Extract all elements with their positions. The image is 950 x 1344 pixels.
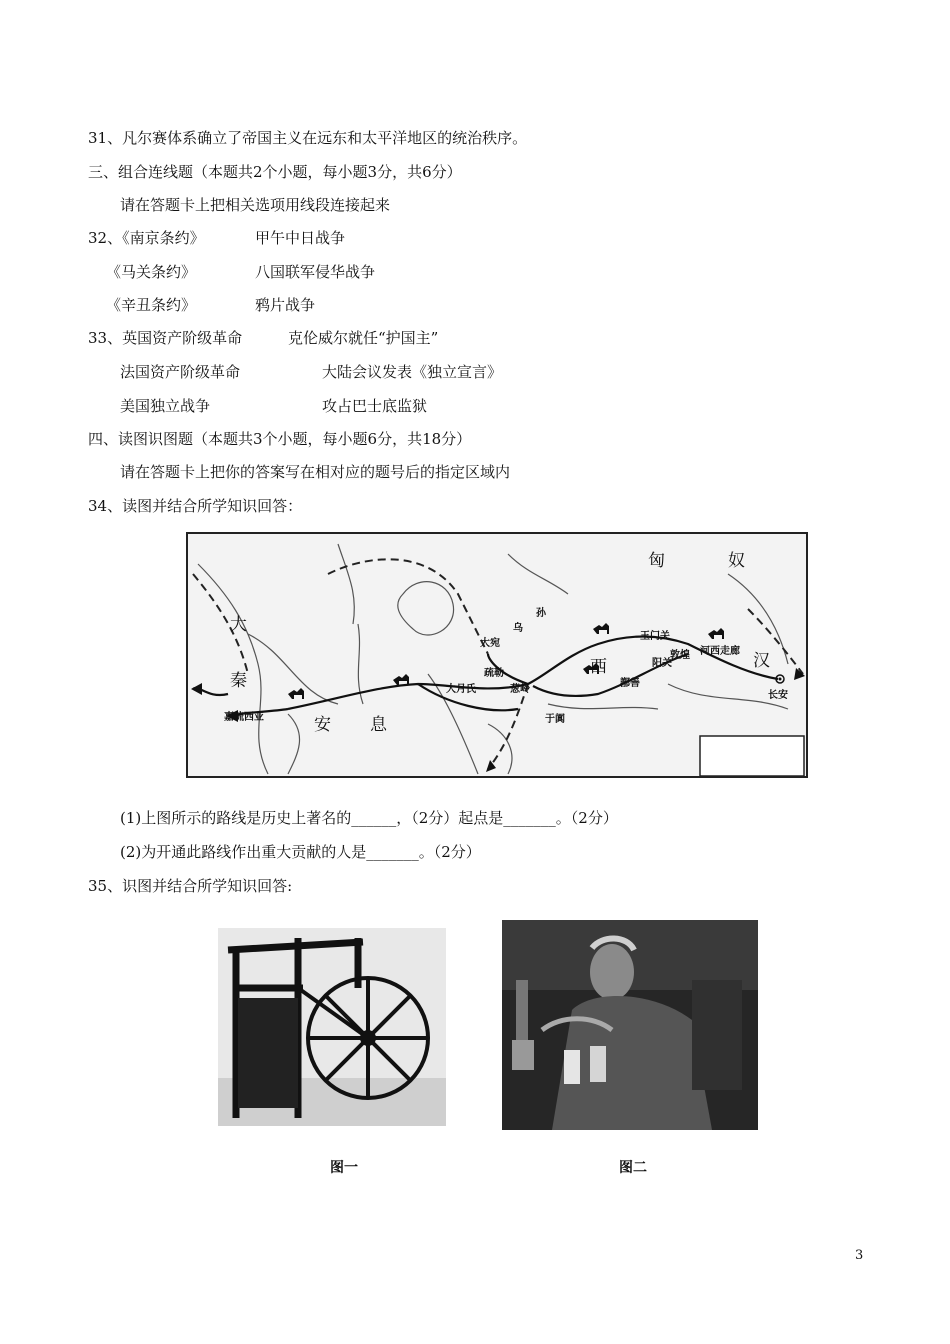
question-34-2: (2)为开通此路线作出重大贡献的人是_______。（2分） xyxy=(120,843,481,861)
map-label-yangguan: 阳关 xyxy=(652,658,672,669)
figure-1-caption: 图一 xyxy=(330,1160,358,1176)
map-label-congling: 葱岭 xyxy=(510,684,530,695)
map-label-hexi: 河西走廊 xyxy=(700,646,740,657)
map-label-shule: 疏勒 xyxy=(484,668,504,679)
map-label-xi: 西 xyxy=(590,657,607,677)
question-34: 34、读图并结合所学知识回答： xyxy=(88,497,303,515)
section-3-instruction: 请在答题卡上把相关选项用线段连接起来 xyxy=(120,196,391,214)
map-label-xiongnu-2: 奴 xyxy=(728,551,745,571)
map-label-han: 汉 xyxy=(753,651,770,671)
q32-event-opium-war: 鸦片战争 xyxy=(255,296,316,314)
q32-treaty-maguan: 《马关条约》 xyxy=(106,263,197,281)
map-label-anxi-2: 息 xyxy=(370,715,387,735)
figure-2-telephone-photo xyxy=(502,920,758,1130)
map-label-sun: 孙 xyxy=(536,608,546,619)
map-label-yutian: 于阗 xyxy=(545,714,565,725)
q32-event-sino-japanese-war: 甲午中日战争 xyxy=(255,229,346,247)
section-3-title: 三、组合连线题（本题共2个小题，每小题3分，共6分） xyxy=(88,163,462,181)
q33-french-revolution: 法国资产阶级革命 xyxy=(120,363,241,381)
map-label-shanshan: 鄯善 xyxy=(620,678,640,689)
q33-event-bastille: 攻占巴士底监狱 xyxy=(322,397,428,415)
q33-event-declaration: 大陆会议发表《独立宣言》 xyxy=(322,363,503,381)
map-label-dayuezhi: 大月氏 xyxy=(446,684,476,695)
map-label-wu: 乌 xyxy=(513,623,523,634)
map-label-yumenguan: 玉门关 xyxy=(640,631,670,642)
section-4-instruction: 请在答题卡上把你的答案写在相对应的题号后的指定区域内 xyxy=(120,463,511,481)
map-label-da: 大 xyxy=(230,615,247,635)
map-label-xiongnu-1: 匈 xyxy=(648,551,665,571)
map-label-dayuan: 大宛 xyxy=(480,638,500,649)
map-label-qin: 秦 xyxy=(230,671,247,691)
question-35: 35、识图并结合所学知识回答: xyxy=(88,877,293,895)
map-label-jialixiya: 嘉琉西亚 xyxy=(224,712,264,723)
map-label-dunhuang: 敦煌 xyxy=(670,650,690,661)
silk-road-map xyxy=(186,532,808,778)
page-number: 3 xyxy=(855,1248,864,1263)
figure-2-caption: 图二 xyxy=(619,1160,647,1176)
map-label-anxi-1: 安 xyxy=(314,715,331,735)
q33-english-revolution: 33、英国资产阶级革命 xyxy=(88,329,243,347)
section-4-title: 四、读图识图题（本题共3个小题，每小题6分，共18分） xyxy=(88,430,472,448)
q32-event-eight-nation: 八国联军侵华战争 xyxy=(255,263,376,281)
q32-treaty-xinchou: 《辛丑条约》 xyxy=(106,296,197,314)
q33-event-cromwell: 克伦威尔就任“护国主” xyxy=(288,329,439,347)
map-label-changan: 长安 xyxy=(768,690,788,701)
question-31: 31、凡尔赛体系确立了帝国主义在远东和太平洋地区的统治秩序。 xyxy=(88,129,528,147)
figure-1-machine-photo xyxy=(218,928,446,1126)
q33-american-war: 美国独立战争 xyxy=(120,397,211,415)
question-34-1: (1)上图所示的路线是历史上著名的______，（2分）起点是_______。（2分） xyxy=(120,809,618,827)
q32-treaty-nanjing: 32、《南京条约》 xyxy=(88,229,205,247)
